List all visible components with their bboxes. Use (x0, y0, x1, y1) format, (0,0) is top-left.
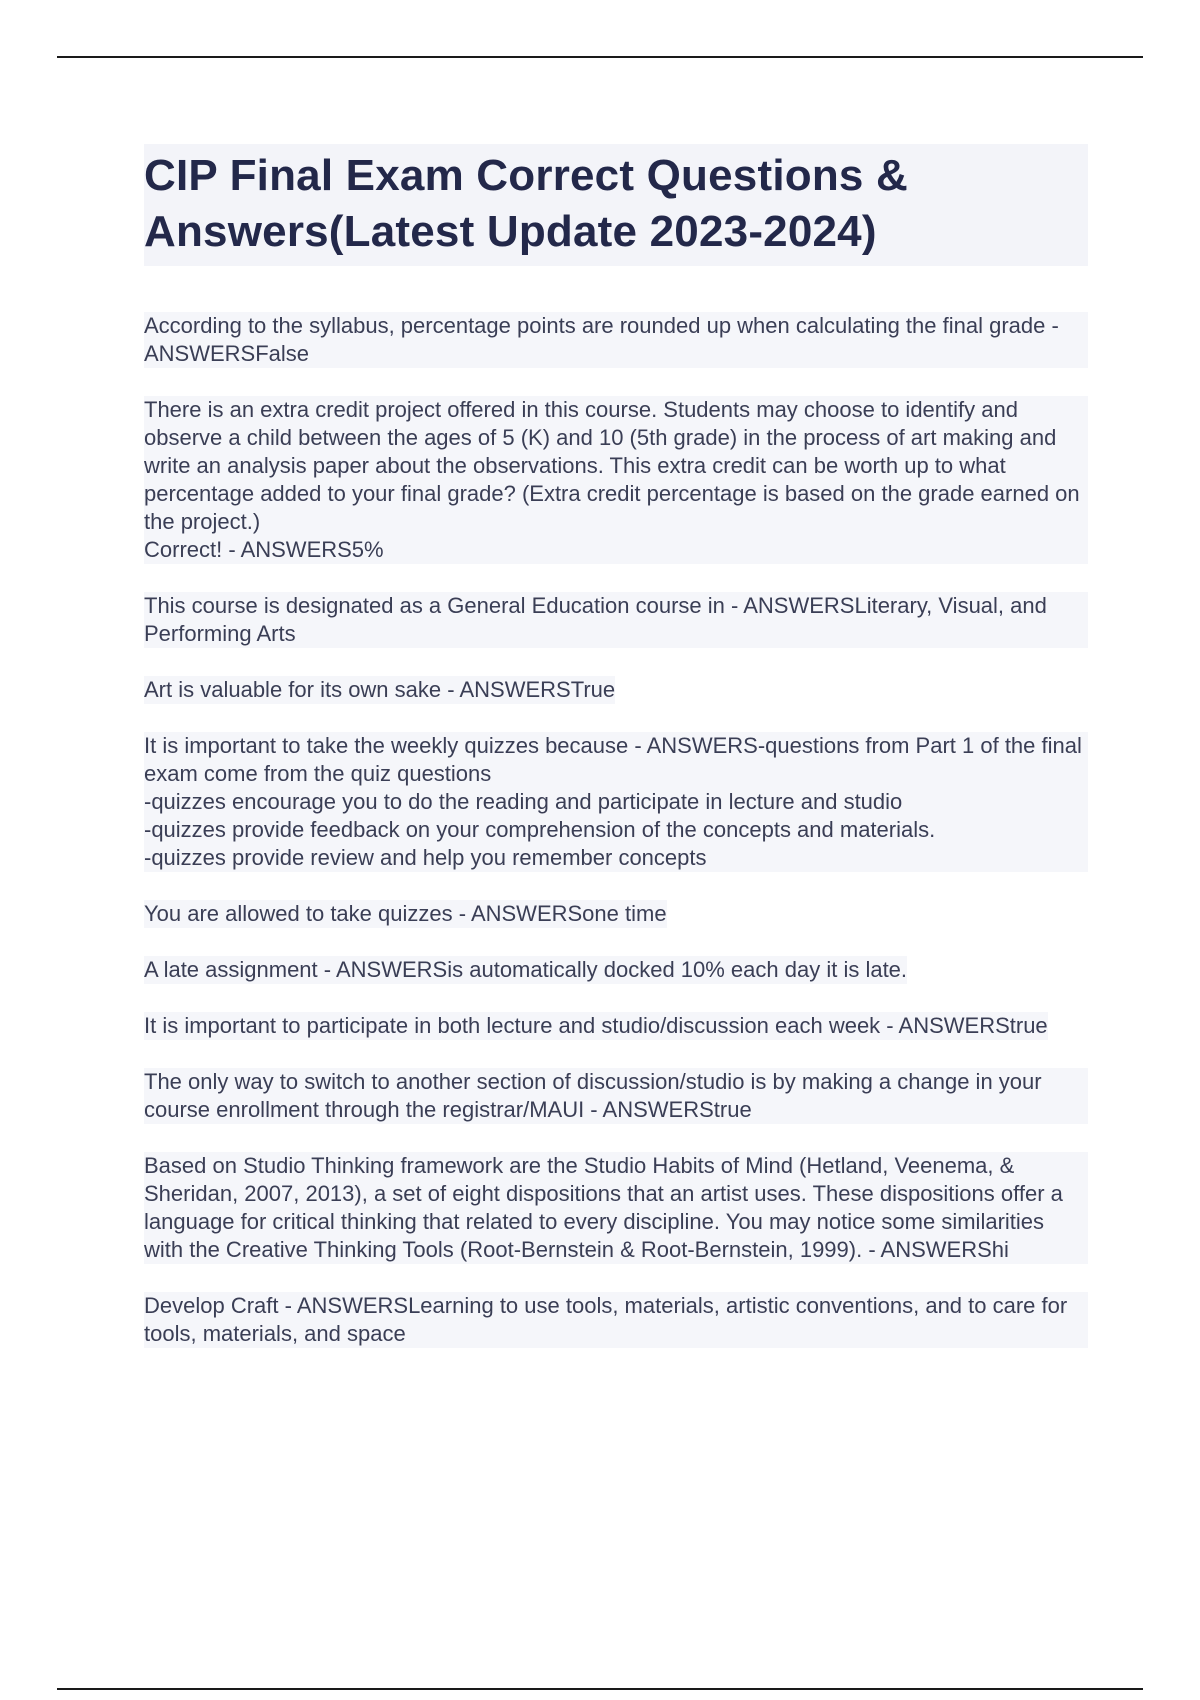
title-block (144, 144, 1088, 266)
qa-item: It is important to take the weekly quizzes because - ANSWERS-questions from Part 1 of the final exam come from the quiz questions -quizzes encourage you to do the reading and participate in lecture and studio -quizzes provide feedback on your comprehension of the concepts and materials. -quizzes provide review and help you remember concepts (144, 732, 1088, 872)
qa-item: There is an extra credit project offered in this course. Students may choose to identify and observe a child between the ages of 5 (K) and 10 (5th grade) in the process of art making and write an analysis paper about the observations. This extra credit can be worth up to what percentage added to your final grade? (Extra credit percentage is based on the grade earned on the project.) Correct! - ANSWERS5% (144, 396, 1088, 564)
top-divider (57, 56, 1143, 58)
document-title: CIP Final Exam Correct Questions & Answers(Latest Update 2023-2024) (144, 151, 908, 256)
qa-item: It is important to participate in both lecture and studio/discussion each week - ANSWERStrue (144, 1013, 1048, 1038)
qa-list (144, 312, 1094, 1376)
qa-item: Based on Studio Thinking framework are the Studio Habits of Mind (Hetland, Veenema, & Sheridan, 2007, 2013), a set of eight dispositions that an artist uses. These dispositions offer a language for critical thinking that related to every discipline. You may notice some similarities with the Creative Thinking Tools (Root-Bernstein & Root-Bernstein, 1999). - ANSWERShi (144, 1152, 1088, 1264)
qa-item: A late assignment - ANSWERSis automatically docked 10% each day it is late. (144, 957, 908, 982)
qa-item: According to the syllabus, percentage points are rounded up when calculating the final grade - ANSWERSFalse (144, 312, 1088, 368)
bottom-divider (57, 1688, 1143, 1690)
qa-item: Develop Craft - ANSWERSLearning to use tools, materials, artistic conventions, and to care for tools, materials, and space (144, 1292, 1088, 1348)
qa-item: You are allowed to take quizzes - ANSWERSone time (144, 901, 667, 926)
qa-item: This course is designated as a General Education course in - ANSWERSLiterary, Visual, and Performing Arts (144, 592, 1088, 648)
qa-item: Art is valuable for its own sake - ANSWERSTrue (144, 677, 616, 702)
qa-item: The only way to switch to another section of discussion/studio is by making a change in your course enrollment through the registrar/MAUI - ANSWERStrue (144, 1068, 1088, 1124)
